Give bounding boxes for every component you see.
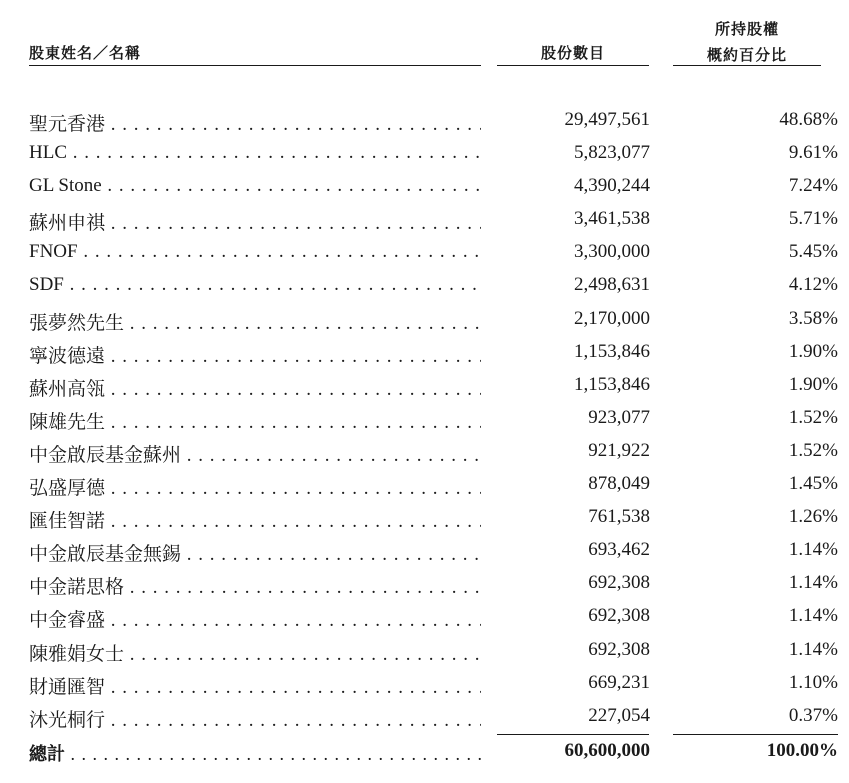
share-count: 693,462 — [588, 539, 650, 561]
share-percentage: 1.90% — [788, 340, 838, 362]
share-percentage: 9.61% — [788, 142, 838, 164]
shareholder-name: 蘇州高瓴 . . . — [29, 374, 481, 401]
total-rule-shares — [497, 734, 649, 735]
share-count: 3,461,538 — [574, 208, 650, 230]
header-underline-percentage — [673, 65, 821, 66]
column-header-shareholder-name: 股東姓名／名稱 — [29, 44, 142, 62]
shareholder-name: 中金啟辰基金無錫 . . . — [29, 539, 481, 566]
column-header-number-of-shares: 股份數目 — [540, 44, 605, 62]
table-row — [0, 436, 849, 469]
table-row — [0, 568, 849, 601]
share-percentage: 4.12% — [788, 274, 838, 296]
share-count: 692,308 — [588, 572, 650, 594]
table-row — [0, 469, 849, 502]
share-percentage: 48.68% — [779, 109, 838, 130]
share-percentage: 1.10% — [788, 671, 838, 693]
share-percentage: 5.45% — [788, 241, 838, 263]
table-row — [0, 403, 849, 436]
shareholder-name: 寧波德遠 . . . — [29, 341, 481, 368]
total-label: 總計 . . . — [29, 740, 481, 766]
shareholder-name: 中金諾思格 . . . — [29, 572, 481, 599]
share-percentage: 0.37% — [788, 704, 838, 726]
column-header-percentage-line1: 所持股權 — [714, 20, 779, 38]
share-percentage: 1.45% — [788, 473, 838, 495]
share-count: 1,153,846 — [574, 340, 650, 362]
share-count: 1,153,846 — [574, 373, 650, 395]
table-row — [0, 502, 849, 535]
share-count: 878,049 — [588, 473, 650, 495]
shareholder-name: 聖元香港 . . . — [29, 109, 481, 136]
shareholder-name: 弘盛厚德 . . . — [29, 473, 481, 500]
table-row — [0, 270, 849, 303]
share-count: 2,170,000 — [574, 307, 650, 329]
share-percentage: 7.24% — [788, 175, 838, 197]
column-header-percentage — [673, 16, 821, 68]
share-count: 921,922 — [588, 439, 650, 461]
share-percentage: 1.14% — [788, 605, 838, 627]
share-percentage: 1.52% — [788, 406, 838, 428]
shareholder-name: 陳雅娟女士 . . . — [29, 639, 481, 666]
table-row — [0, 337, 849, 370]
table-row — [0, 601, 849, 634]
total-rule-percentage — [673, 734, 838, 735]
table-row — [0, 138, 849, 171]
share-percentage: 1.14% — [788, 572, 838, 594]
total-percentage: 100.00% — [766, 740, 838, 761]
table-row — [0, 204, 849, 237]
share-count: 923,077 — [588, 406, 650, 428]
shareholder-name: GL Stone . . . — [29, 175, 481, 197]
shareholder-name: 中金啟辰基金蘇州 . . . — [29, 440, 481, 467]
shareholder-name: 財通匯智 . . . — [29, 672, 481, 699]
share-count: 669,231 — [588, 671, 650, 693]
table-row — [0, 304, 849, 337]
share-percentage: 1.52% — [788, 439, 838, 461]
share-percentage: 3.58% — [788, 307, 838, 329]
share-percentage: 1.14% — [788, 539, 838, 561]
share-count: 227,054 — [588, 704, 650, 726]
shareholder-name: 張夢然先生 . . . — [29, 308, 481, 335]
share-count: 692,308 — [588, 605, 650, 627]
shareholder-name: 中金睿盛 . . . — [29, 605, 481, 632]
table-row — [0, 370, 849, 403]
shareholder-name: FNOF . . . — [29, 241, 481, 263]
share-count: 29,497,561 — [564, 109, 650, 130]
shareholder-name: 匯佳智諾 . . . — [29, 506, 481, 533]
table-body — [0, 105, 849, 734]
share-count: 2,498,631 — [574, 274, 650, 296]
share-count: 5,823,077 — [574, 142, 650, 164]
table-row — [0, 105, 849, 138]
header-underline-name — [29, 65, 481, 66]
table-row — [0, 237, 849, 270]
shareholder-name: 沐光桐行 . . . — [29, 705, 481, 732]
share-count: 692,308 — [588, 638, 650, 660]
table-row — [0, 171, 849, 204]
shareholder-name: HLC . . . — [29, 142, 481, 164]
total-share-count: 60,600,000 — [564, 740, 650, 761]
share-percentage: 5.71% — [788, 208, 838, 230]
share-count: 4,390,244 — [574, 175, 650, 197]
share-percentage: 1.26% — [788, 506, 838, 528]
shareholder-name: 陳雄先生 . . . — [29, 407, 481, 434]
table-row — [0, 535, 849, 568]
share-count: 761,538 — [588, 506, 650, 528]
column-header-percentage-line2: 概約百分比 — [706, 46, 787, 64]
shareholder-name: SDF . . . — [29, 274, 481, 296]
shareholder-name: 蘇州申祺 . . . — [29, 208, 481, 235]
total-row — [0, 740, 849, 773]
share-count: 3,300,000 — [574, 241, 650, 263]
table-row — [0, 668, 849, 701]
table-row — [0, 635, 849, 668]
header-underline-shares — [497, 65, 649, 66]
share-percentage: 1.14% — [788, 638, 838, 660]
table-row — [0, 701, 849, 734]
share-percentage: 1.90% — [788, 373, 838, 395]
